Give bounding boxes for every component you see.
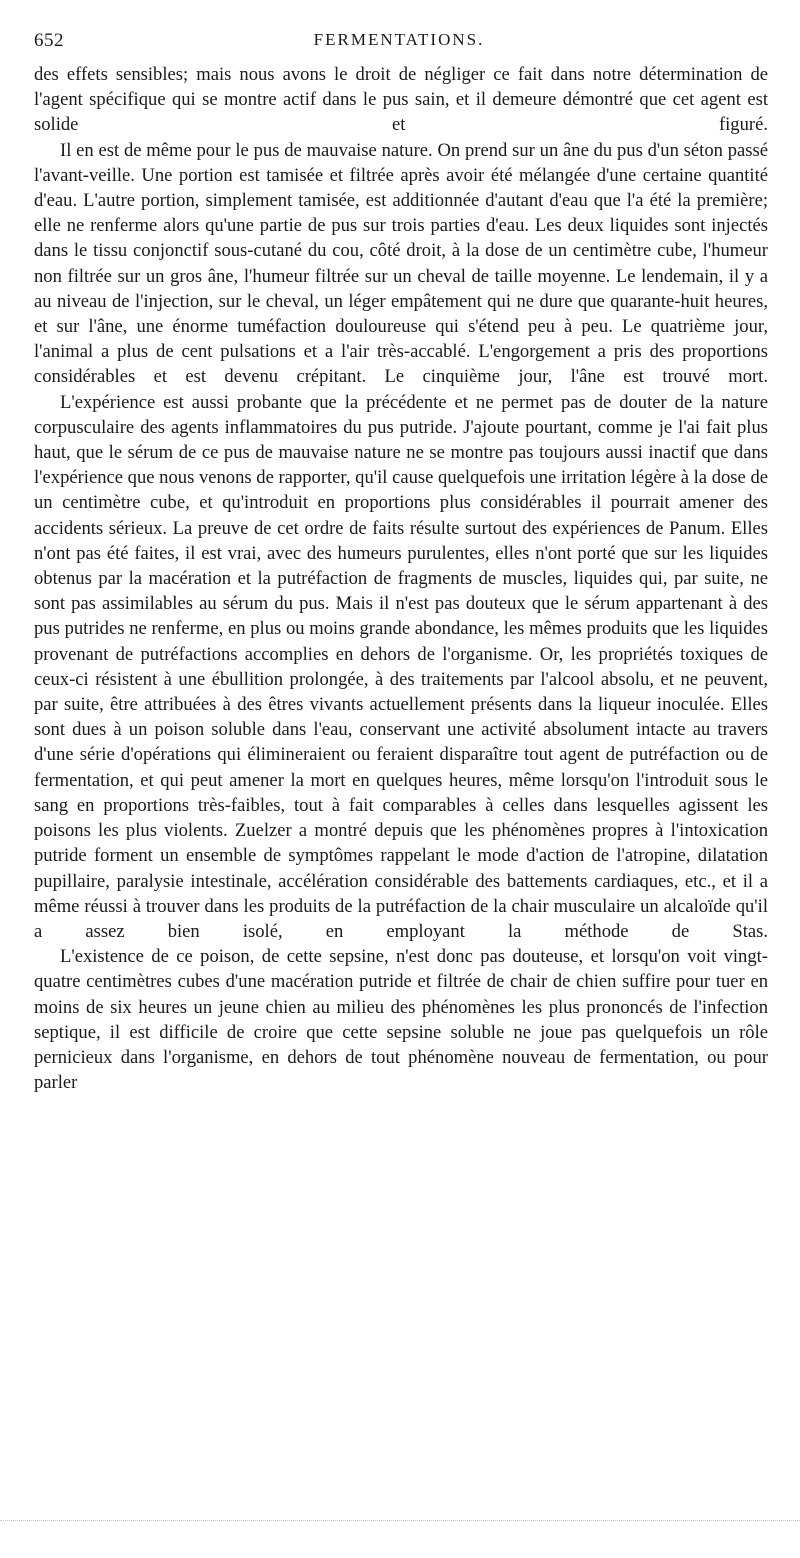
page-number: 652 bbox=[34, 30, 64, 51]
body-text bbox=[34, 62, 768, 1095]
running-title: FERMENTATIONS. bbox=[313, 30, 485, 49]
paragraph-sepsine: L'existence de ce poison, de cette sepsine, n'est donc pas douteuse, et lorsqu'on voit vingt-quatre centimètres cubes d'une macération putride et filtrée de chair de chien suffire pour tuer en moins de six heures un jeune chien au milieu des phénomènes les plus prononcés de l'infection septique, il est difficile de croire que cette sepsine soluble ne joue pas quelquefois un rôle pernicieux dans l'organisme, en dehors de tout phénomène nouveau de fermentation, ou pour parler bbox=[34, 946, 768, 1094]
paragraph-bad-pus-experiment: Il en est de même pour le pus de mauvaise nature. On prend sur un âne du pus d'un séton passé l'avant-veille. Une portion est tamisée et filtrée après avoir été mélangée d'une certaine quantité d'eau. L'autre portion, simplement tamisée, est additionnée d'autant d'eau que l'a été la première; elle ne renferme alors qu'une partie de pus sur trois parties d'eau. Les deux liquides sont injectés dans le tissu conjonctif sous-cutané du cou, côté droit, à la dose de un centimètre cube, l'humeur non filtrée sur un gros âne, l'humeur filtrée sur un cheval de taille moyenne. Le lendemain, il y a au niveau de l'injection, sur le cheval, un léger empâtement qui ne dure que quarante-huit heures, et sur l'âne, une énorme tuméfaction douloureuse qui s'étend peu à peu. Le quatrième jour, l'animal a plus de cent pulsations et a l'air très-accablé. L'engorgement a pris des proportions considérables et est devenu crépitant. Le cinquième jour, l'âne est trouvé mort. bbox=[34, 139, 768, 388]
paragraph-corpuscular-nature: L'expérience est aussi probante que la précédente et ne permet pas de douter de la nature corpusculaire des agents inflammatoires du pus putride. J'ajoute pourtant, comme je l'ai fait plus haut, que le sérum de ce pus de mauvaise nature ne se montre pas toujours aussi inactif que dans l'expérience que nous venons de rapporter, qu'il cause quelquefois une irritation légère à la dose de un centimètre cube, et qu'introduit en proportions plus considérables il pourrait amener des accidents sérieux. La preuve de cet ordre de faits résulte surtout des expériences de Panum. Elles n'ont pas été faites, il est vrai, avec des humeurs purulentes, elles n'ont porté que sur les liquides obtenus par la macération et la putréfaction de fragments de muscles, liquides qui, par suite, ne sont pas assimilables au sérum du pus. Mais il n'est pas douteux que le sérum appartenant à des pus putrides ne renferme, en plus ou moins grande abondance, les mêmes produits que les liquides provenant de putréfactions accomplies en dehors de l'organisme. Or, les propriétés toxiques de ceux-ci résistent à une ébullition prolongée, à des traitements par l'alcool absolu, et ne peuvent, par suite, être attribuées à des êtres vivants actuellement présents dans la liqueur inoculée. Elles sont dues à un poison soluble dans l'eau, conservant une activité absolument intacte au travers d'une série d'opérations qui élimineraient ou feraient disparaître tout agent de putréfaction ou de fermentation, et qui peut amener la mort en quelques heures, même lorsqu'on l'introduit sous le sang en proportions très-faibles, tout à fait comparables à celles dans lesquelles agissent les poisons les plus violents. Zuelzer a montré depuis que les phénomènes propres à l'intoxication putride forment un ensemble de symptômes rappelant le mode d'action de l'atropine, dilatation pupillaire, paralysie intestinale, accélération considérable des battements cardiaques, etc., et il a même réussi à trouver dans les produits de la putréfaction de la chair musculaire un alcaloïde qu'il a assez bien isolé, en employant la méthode de Stas. bbox=[34, 391, 768, 942]
paragraph-continuation: des effets sensibles; mais nous avons le droit de négliger ce fait dans notre détermination de l'agent spécifique qui se montre actif dans le pus sain, et il demeure démontré que cet agent est solide et figuré. bbox=[34, 64, 768, 136]
page-header bbox=[34, 30, 764, 56]
scan-edge-line bbox=[0, 1520, 800, 1521]
